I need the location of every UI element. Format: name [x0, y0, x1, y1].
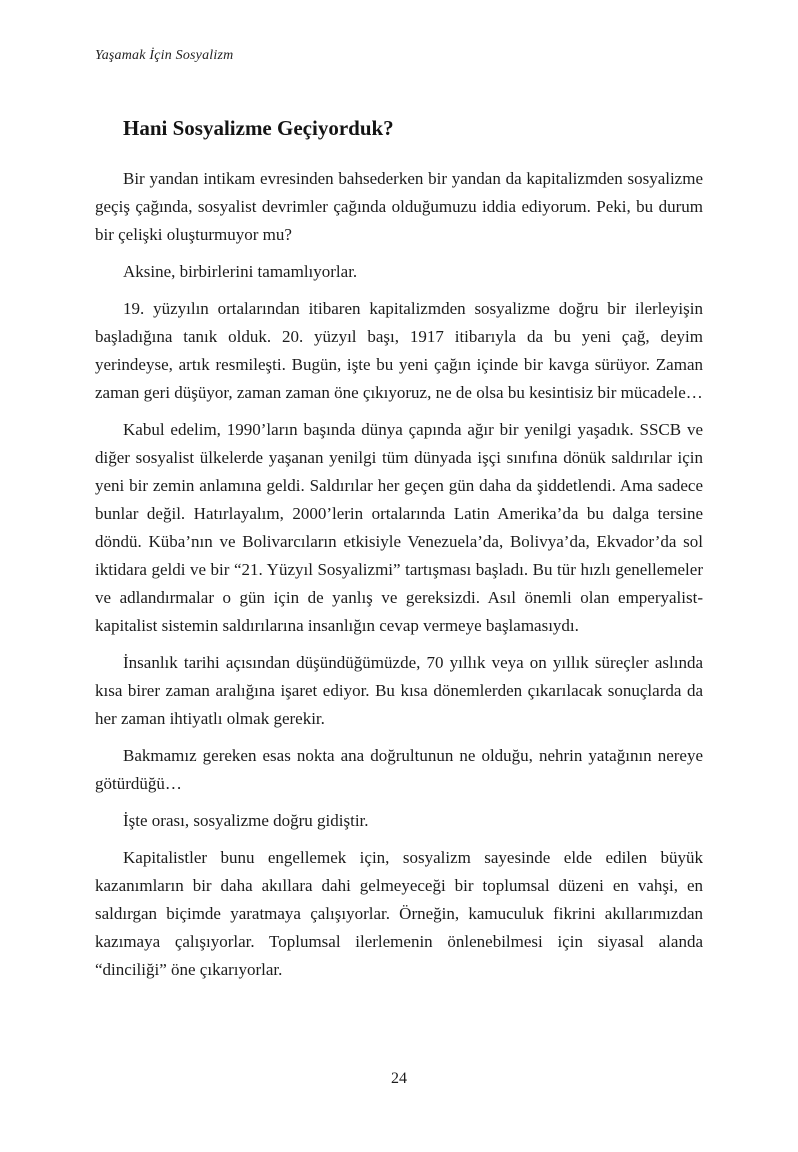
paragraph: İşte orası, sosyalizme doğru gidiştir.: [123, 811, 369, 830]
paragraph: 19. yüzyılın ortalarından itibaren kapitalizmden sosyalizme doğru bir ilerleyişin başladığına tanık olduk. 20. yüzyıl başı, 1917 itibarıyla da bu yeni çağ, deyim yerindeyse, artık resmileşti. Bugün, işte bu yeni çağın içinde bir kavga sürüyor. Zaman zaman geri düşüyor, zaman zaman öne çıkıyoruz, ne de olsa bu kesintisiz bir mücadele…: [95, 299, 703, 402]
body-text: [95, 165, 703, 984]
page-number: 24: [391, 1070, 407, 1087]
paragraph: Bakmamız gereken esas nokta ana doğrultunun ne olduğu, nehrin yatağının nereye götürdüğü…: [95, 746, 703, 793]
chapter-heading: Hani Sosyalizme Geçiyorduk?: [123, 116, 394, 140]
running-header: Yaşamak İçin Sosyalizm: [95, 48, 234, 63]
paragraph: Kabul edelim, 1990’ların başında dünya çapında ağır bir yenilgi yaşadık. SSCB ve diğer sosyalist ülkelerde yaşanan yenilgi tüm dünyada işçi sınıfına dönük saldırılar için yeni bir zemin anlamına geldi. Saldırılar her geçen gün daha da şiddetlendi. Ama sadece bunlar değil. Hatırlayalım, 2000’lerin ortalarında Latin Amerika’da bu dalga tersine döndü. Küba’nın ve Bolivarcıların etkisiyle Venezuela’da, Bolivya’da, Ekvador’da sol iktidara geldi ve bir “21. Yüzyıl Sosyalizmi” tartışması başladı. Bu tür hızlı genellemeler ve adlandırmalar o gün için de yanlış ve gereksizdi. Asıl önemli olan emperyalist-kapitalist sistemin saldırılarına insanlığın cevap vermeye başlamasıydı.: [95, 420, 703, 635]
paragraph: Kapitalistler bunu engellemek için, sosyalizm sayesinde elde edilen büyük kazanımların bir daha akıllara dahi gelmeyeceği bir toplumsal düzeni en vahşi, en saldırgan biçimde yaratmaya çalışıyorlar. Örneğin, kamuculuk fikrini akıllarımızdan kazımaya çalışıyorlar. Toplumsal ilerlemenin önlenebilmesi için siyasal alanda “dinciliği” öne çıkarıyorlar.: [95, 848, 703, 979]
paragraph: Aksine, birbirlerini tamamlıyorlar.: [123, 262, 358, 281]
paragraph: Bir yandan intikam evresinden bahsederken bir yandan da kapitalizmden sosyalizme geçiş çağında, sosyalist devrimler çağında olduğumuzu iddia ediyorum. Peki, bu durum bir çelişki oluşturmuyor mu?: [95, 169, 703, 244]
paragraph: İnsanlık tarihi açısından düşündüğümüzde, 70 yıllık veya on yıllık süreçler aslında kısa birer zaman aralığına işaret ediyor. Bu kısa dönemlerden çıkarılacak sonuçlarda da her zaman ihtiyatlı olmak gerekir.: [95, 653, 703, 728]
